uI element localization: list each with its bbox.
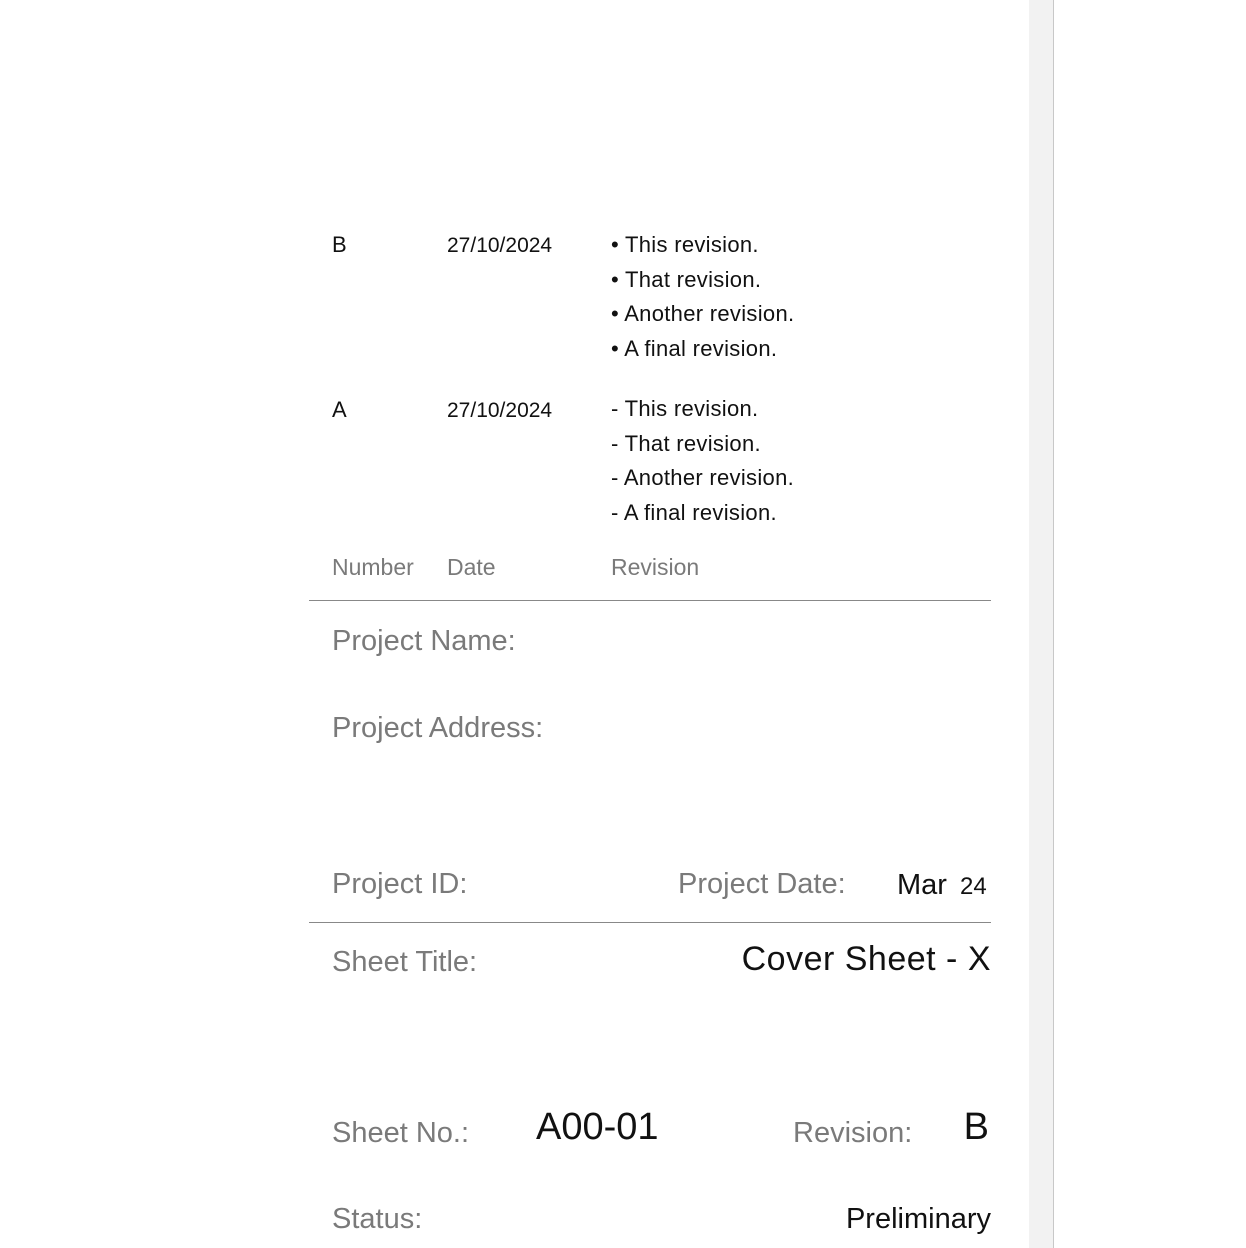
revision-a-item: - Another revision. xyxy=(611,465,795,490)
status-label: Status: xyxy=(332,1203,423,1235)
project-address-label: Project Address: xyxy=(332,712,544,744)
revision-b-list xyxy=(611,228,794,366)
sheet-title-value: Cover Sheet - X xyxy=(741,940,991,978)
revision-b-date: 27/10/2024 xyxy=(447,234,553,257)
revision-a-item: - This revision. xyxy=(611,396,759,421)
sheet-title-label: Sheet Title: xyxy=(332,946,478,978)
project-date-month: Mar xyxy=(897,869,947,901)
revision-b-item: • A final revision. xyxy=(611,335,778,361)
column-header-revision: Revision xyxy=(611,554,700,580)
revision-a-date: 27/10/2024 xyxy=(447,399,553,422)
revision-b-item: • Another revision. xyxy=(611,301,795,326)
revision-b-item: • That revision. xyxy=(611,266,762,292)
revision-b-number: B xyxy=(332,232,347,257)
revision-a-item: - A final revision. xyxy=(611,499,777,525)
revision-b-item: • This revision. xyxy=(611,232,759,257)
project-name-label: Project Name: xyxy=(332,625,516,657)
revision-value: B xyxy=(963,1106,989,1148)
project-date-label: Project Date: xyxy=(678,868,846,900)
revision-label: Revision: xyxy=(793,1117,913,1149)
sheet-number-label: Sheet No.: xyxy=(332,1117,470,1149)
column-header-date: Date xyxy=(447,554,496,580)
revision-a-list xyxy=(611,392,794,530)
revision-table-divider xyxy=(309,600,991,601)
sheet-number-value: A00-01 xyxy=(536,1106,659,1148)
column-header-number: Number xyxy=(332,554,414,580)
project-id-label: Project ID: xyxy=(332,868,468,900)
status-value: Preliminary xyxy=(845,1203,991,1235)
vertical-scrollbar[interactable] xyxy=(1029,0,1054,1248)
revision-a-number: A xyxy=(332,397,347,422)
revision-a-item: - That revision. xyxy=(611,430,761,456)
project-date-year: 24 xyxy=(960,873,987,900)
project-info-divider xyxy=(309,922,991,923)
